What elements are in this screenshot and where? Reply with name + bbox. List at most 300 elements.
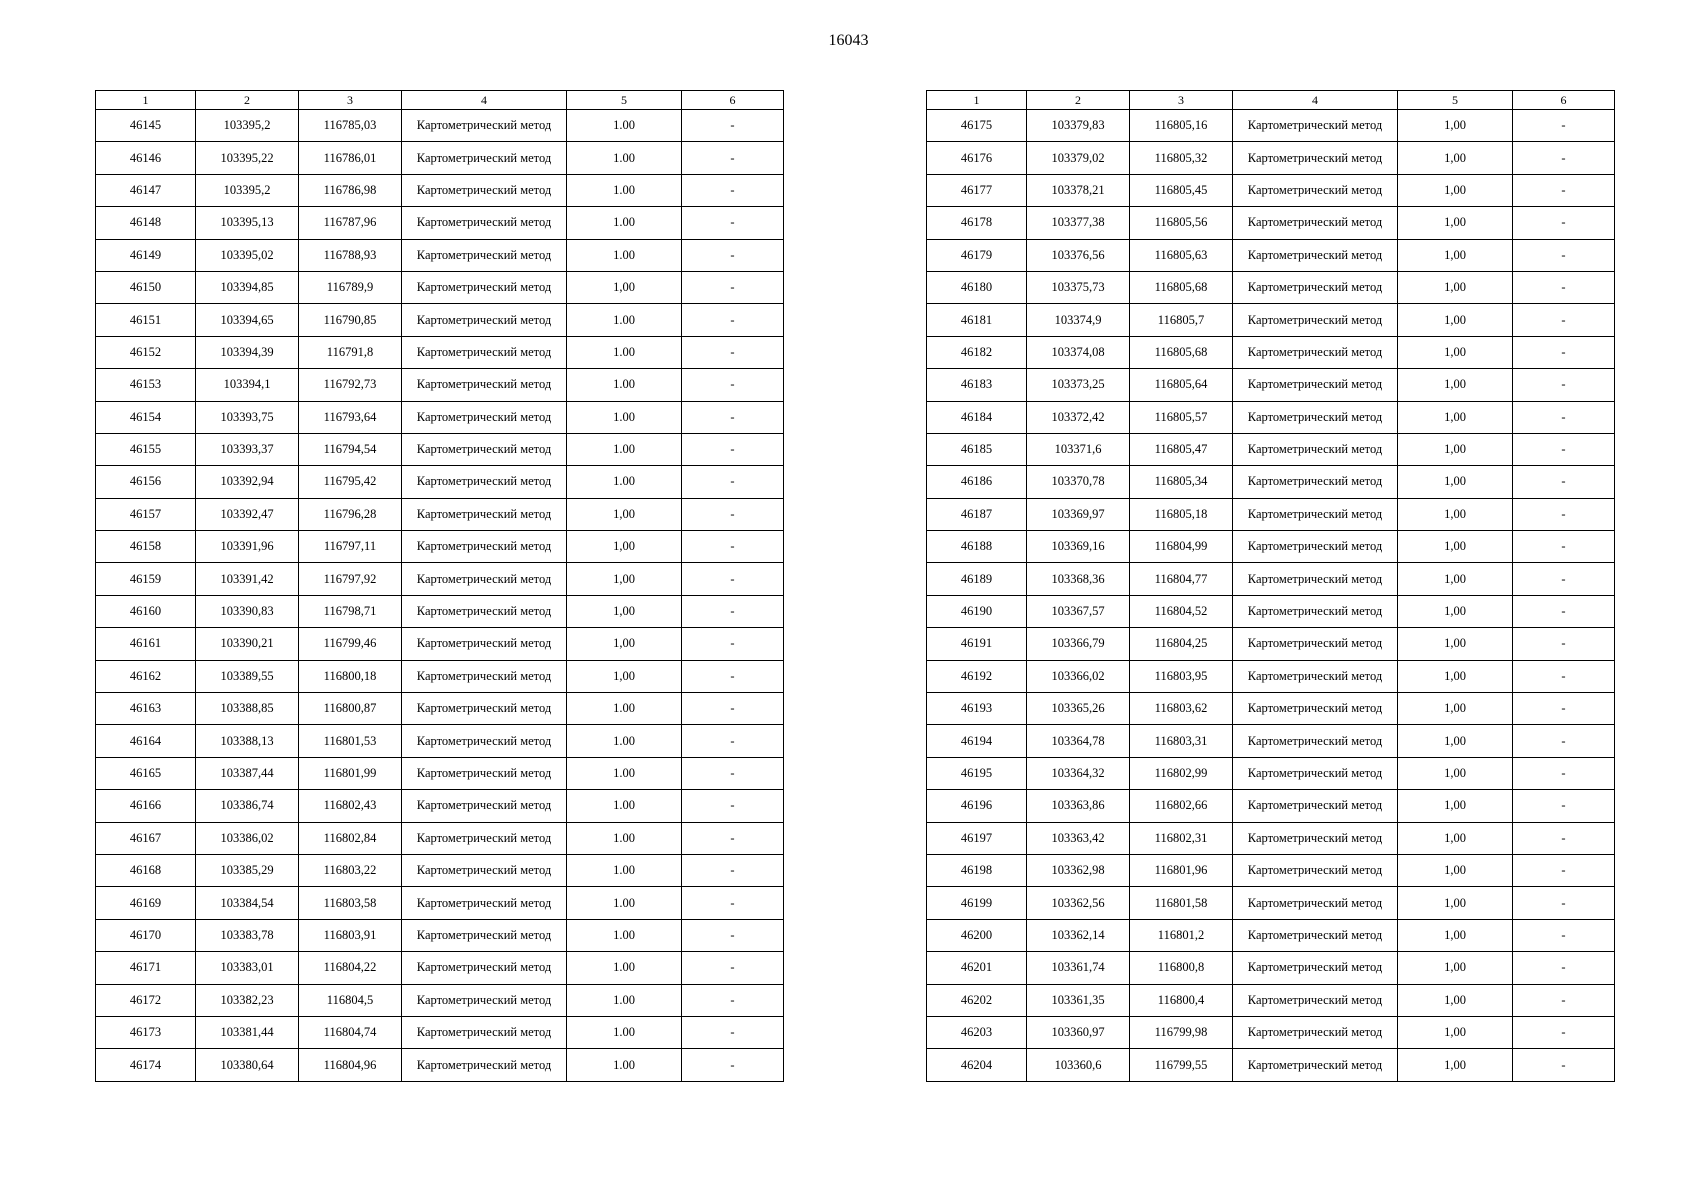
table-row xyxy=(96,854,784,886)
point-number-cell: 46200 xyxy=(927,919,1027,951)
table-row xyxy=(96,466,784,498)
description-cell: - xyxy=(682,142,784,174)
accuracy-cell: 1,00 xyxy=(567,595,682,627)
accuracy-cell: 1,00 xyxy=(1398,239,1513,271)
accuracy-cell: 1.00 xyxy=(567,369,682,401)
table-row xyxy=(96,693,784,725)
description-cell: - xyxy=(1513,984,1615,1016)
point-number-cell: 46151 xyxy=(96,304,196,336)
x-coordinate-cell: 103388,13 xyxy=(196,725,299,757)
table-row xyxy=(927,336,1615,368)
description-cell: - xyxy=(682,660,784,692)
method-cell: Картометрический метод xyxy=(402,142,567,174)
description-cell: - xyxy=(682,304,784,336)
y-coordinate-cell: 116795,42 xyxy=(299,466,402,498)
y-coordinate-cell: 116805,7 xyxy=(1130,304,1233,336)
accuracy-cell: 1,00 xyxy=(1398,304,1513,336)
method-cell: Картометрический метод xyxy=(402,919,567,951)
x-coordinate-cell: 103395,02 xyxy=(196,239,299,271)
accuracy-cell: 1.00 xyxy=(567,854,682,886)
y-coordinate-cell: 116804,74 xyxy=(299,1016,402,1048)
point-number-cell: 46184 xyxy=(927,401,1027,433)
x-coordinate-cell: 103383,78 xyxy=(196,919,299,951)
point-number-cell: 46164 xyxy=(96,725,196,757)
point-number-cell: 46146 xyxy=(96,142,196,174)
point-number-cell: 46147 xyxy=(96,174,196,206)
accuracy-cell: 1,00 xyxy=(1398,595,1513,627)
accuracy-cell: 1.00 xyxy=(567,304,682,336)
description-cell: - xyxy=(1513,369,1615,401)
point-number-cell: 46168 xyxy=(96,854,196,886)
table-row xyxy=(927,725,1615,757)
description-cell: - xyxy=(1513,207,1615,239)
y-coordinate-cell: 116801,53 xyxy=(299,725,402,757)
table-row xyxy=(96,919,784,951)
table-row xyxy=(96,790,784,822)
x-coordinate-cell: 103370,78 xyxy=(1027,466,1130,498)
accuracy-cell: 1,00 xyxy=(1398,531,1513,563)
y-coordinate-cell: 116793,64 xyxy=(299,401,402,433)
method-cell: Картометрический метод xyxy=(1233,239,1398,271)
accuracy-cell: 1,00 xyxy=(1398,1016,1513,1048)
y-coordinate-cell: 116805,68 xyxy=(1130,271,1233,303)
y-coordinate-cell: 116800,4 xyxy=(1130,984,1233,1016)
point-number-cell: 46195 xyxy=(927,757,1027,789)
y-coordinate-cell: 116797,11 xyxy=(299,531,402,563)
table-row xyxy=(927,790,1615,822)
x-coordinate-cell: 103374,9 xyxy=(1027,304,1130,336)
accuracy-cell: 1,00 xyxy=(1398,628,1513,660)
column-header: 4 xyxy=(1233,91,1398,110)
y-coordinate-cell: 116802,99 xyxy=(1130,757,1233,789)
table-row xyxy=(927,628,1615,660)
y-coordinate-cell: 116792,73 xyxy=(299,369,402,401)
y-coordinate-cell: 116805,64 xyxy=(1130,369,1233,401)
accuracy-cell: 1.00 xyxy=(567,725,682,757)
description-cell: - xyxy=(1513,466,1615,498)
y-coordinate-cell: 116803,62 xyxy=(1130,693,1233,725)
accuracy-cell: 1.00 xyxy=(567,174,682,206)
description-cell: - xyxy=(682,1016,784,1048)
table-row xyxy=(96,304,784,336)
method-cell: Картометрический метод xyxy=(402,790,567,822)
description-cell: - xyxy=(682,498,784,530)
table-row xyxy=(96,725,784,757)
description-cell: - xyxy=(1513,693,1615,725)
method-cell: Картометрический метод xyxy=(402,336,567,368)
point-number-cell: 46171 xyxy=(96,952,196,984)
method-cell: Картометрический метод xyxy=(402,628,567,660)
x-coordinate-cell: 103386,02 xyxy=(196,822,299,854)
method-cell: Картометрический метод xyxy=(402,595,567,627)
y-coordinate-cell: 116804,96 xyxy=(299,1049,402,1081)
x-coordinate-cell: 103369,97 xyxy=(1027,498,1130,530)
column-header: 3 xyxy=(1130,91,1233,110)
method-cell: Картометрический метод xyxy=(402,984,567,1016)
accuracy-cell: 1.00 xyxy=(567,142,682,174)
description-cell: - xyxy=(1513,498,1615,530)
method-cell: Картометрический метод xyxy=(402,239,567,271)
x-coordinate-cell: 103390,21 xyxy=(196,628,299,660)
point-number-cell: 46182 xyxy=(927,336,1027,368)
description-cell: - xyxy=(1513,757,1615,789)
y-coordinate-cell: 116805,16 xyxy=(1130,110,1233,142)
description-cell: - xyxy=(1513,142,1615,174)
accuracy-cell: 1,00 xyxy=(1398,433,1513,465)
x-coordinate-cell: 103374,08 xyxy=(1027,336,1130,368)
coordinates-table-left xyxy=(95,90,784,1082)
x-coordinate-cell: 103363,42 xyxy=(1027,822,1130,854)
accuracy-cell: 1,00 xyxy=(567,628,682,660)
description-cell: - xyxy=(682,271,784,303)
y-coordinate-cell: 116805,32 xyxy=(1130,142,1233,174)
method-cell: Картометрический метод xyxy=(1233,628,1398,660)
x-coordinate-cell: 103372,42 xyxy=(1027,401,1130,433)
table-row xyxy=(96,401,784,433)
table-row xyxy=(96,110,784,142)
point-number-cell: 46181 xyxy=(927,304,1027,336)
description-cell: - xyxy=(682,466,784,498)
y-coordinate-cell: 116786,98 xyxy=(299,174,402,206)
description-cell: - xyxy=(1513,174,1615,206)
accuracy-cell: 1,00 xyxy=(1398,887,1513,919)
accuracy-cell: 1,00 xyxy=(1398,854,1513,886)
description-cell: - xyxy=(1513,1016,1615,1048)
table-row xyxy=(96,433,784,465)
y-coordinate-cell: 116803,31 xyxy=(1130,725,1233,757)
accuracy-cell: 1.00 xyxy=(567,984,682,1016)
coordinates-table-right xyxy=(926,90,1615,1082)
x-coordinate-cell: 103388,85 xyxy=(196,693,299,725)
accuracy-cell: 1,00 xyxy=(1398,757,1513,789)
method-cell: Картометрический метод xyxy=(1233,1016,1398,1048)
method-cell: Картометрический метод xyxy=(402,369,567,401)
method-cell: Картометрический метод xyxy=(1233,207,1398,239)
accuracy-cell: 1,00 xyxy=(1398,984,1513,1016)
column-header: 1 xyxy=(96,91,196,110)
column-header: 2 xyxy=(196,91,299,110)
x-coordinate-cell: 103384,54 xyxy=(196,887,299,919)
accuracy-cell: 1.00 xyxy=(567,1049,682,1081)
y-coordinate-cell: 116798,71 xyxy=(299,595,402,627)
point-number-cell: 46188 xyxy=(927,531,1027,563)
point-number-cell: 46179 xyxy=(927,239,1027,271)
point-number-cell: 46176 xyxy=(927,142,1027,174)
y-coordinate-cell: 116805,47 xyxy=(1130,433,1233,465)
y-coordinate-cell: 116800,18 xyxy=(299,660,402,692)
table-row xyxy=(927,984,1615,1016)
x-coordinate-cell: 103386,74 xyxy=(196,790,299,822)
y-coordinate-cell: 116803,91 xyxy=(299,919,402,951)
description-cell: - xyxy=(1513,952,1615,984)
y-coordinate-cell: 116788,93 xyxy=(299,239,402,271)
point-number-cell: 46202 xyxy=(927,984,1027,1016)
accuracy-cell: 1,00 xyxy=(567,498,682,530)
method-cell: Картометрический метод xyxy=(402,854,567,886)
column-header: 4 xyxy=(402,91,567,110)
point-number-cell: 46165 xyxy=(96,757,196,789)
accuracy-cell: 1.00 xyxy=(567,239,682,271)
accuracy-cell: 1,00 xyxy=(567,563,682,595)
table-row xyxy=(927,1016,1615,1048)
accuracy-cell: 1,00 xyxy=(1398,498,1513,530)
point-number-cell: 46161 xyxy=(96,628,196,660)
method-cell: Картометрический метод xyxy=(1233,433,1398,465)
column-header: 5 xyxy=(567,91,682,110)
table-row xyxy=(927,207,1615,239)
x-coordinate-cell: 103381,44 xyxy=(196,1016,299,1048)
method-cell: Картометрический метод xyxy=(1233,142,1398,174)
x-coordinate-cell: 103392,47 xyxy=(196,498,299,530)
table-row xyxy=(96,952,784,984)
x-coordinate-cell: 103362,56 xyxy=(1027,887,1130,919)
table-row xyxy=(927,563,1615,595)
x-coordinate-cell: 103369,16 xyxy=(1027,531,1130,563)
point-number-cell: 46177 xyxy=(927,174,1027,206)
table-row xyxy=(927,142,1615,174)
table-row xyxy=(96,1049,784,1081)
accuracy-cell: 1,00 xyxy=(1398,693,1513,725)
accuracy-cell: 1,00 xyxy=(1398,563,1513,595)
table-row xyxy=(96,660,784,692)
method-cell: Картометрический метод xyxy=(1233,952,1398,984)
y-coordinate-cell: 116804,52 xyxy=(1130,595,1233,627)
table-row xyxy=(927,531,1615,563)
accuracy-cell: 1,00 xyxy=(1398,822,1513,854)
x-coordinate-cell: 103380,64 xyxy=(196,1049,299,1081)
x-coordinate-cell: 103377,38 xyxy=(1027,207,1130,239)
accuracy-cell: 1.00 xyxy=(567,887,682,919)
accuracy-cell: 1,00 xyxy=(1398,110,1513,142)
point-number-cell: 46172 xyxy=(96,984,196,1016)
description-cell: - xyxy=(682,401,784,433)
method-cell: Картометрический метод xyxy=(1233,725,1398,757)
x-coordinate-cell: 103392,94 xyxy=(196,466,299,498)
point-number-cell: 46189 xyxy=(927,563,1027,595)
description-cell: - xyxy=(682,336,784,368)
table-row xyxy=(96,336,784,368)
x-coordinate-cell: 103393,75 xyxy=(196,401,299,433)
x-coordinate-cell: 103382,23 xyxy=(196,984,299,1016)
y-coordinate-cell: 116803,22 xyxy=(299,854,402,886)
method-cell: Картометрический метод xyxy=(402,887,567,919)
table-row xyxy=(927,401,1615,433)
method-cell: Картометрический метод xyxy=(402,952,567,984)
column-header: 5 xyxy=(1398,91,1513,110)
table-row xyxy=(927,854,1615,886)
method-cell: Картометрический метод xyxy=(1233,563,1398,595)
column-header: 2 xyxy=(1027,91,1130,110)
table-row xyxy=(96,595,784,627)
y-coordinate-cell: 116799,55 xyxy=(1130,1049,1233,1081)
x-coordinate-cell: 103391,42 xyxy=(196,563,299,595)
y-coordinate-cell: 116797,92 xyxy=(299,563,402,595)
table-row xyxy=(927,822,1615,854)
method-cell: Картометрический метод xyxy=(402,757,567,789)
table-row xyxy=(927,595,1615,627)
method-cell: Картометрический метод xyxy=(1233,887,1398,919)
x-coordinate-cell: 103378,21 xyxy=(1027,174,1130,206)
point-number-cell: 46156 xyxy=(96,466,196,498)
description-cell: - xyxy=(682,433,784,465)
accuracy-cell: 1,00 xyxy=(1398,369,1513,401)
y-coordinate-cell: 116805,63 xyxy=(1130,239,1233,271)
description-cell: - xyxy=(682,757,784,789)
accuracy-cell: 1,00 xyxy=(1398,919,1513,951)
table-header-row xyxy=(96,91,784,110)
point-number-cell: 46196 xyxy=(927,790,1027,822)
y-coordinate-cell: 116804,25 xyxy=(1130,628,1233,660)
table-row xyxy=(927,693,1615,725)
table-row xyxy=(927,271,1615,303)
method-cell: Картометрический метод xyxy=(402,271,567,303)
y-coordinate-cell: 116805,18 xyxy=(1130,498,1233,530)
point-number-cell: 46203 xyxy=(927,1016,1027,1048)
point-number-cell: 46185 xyxy=(927,433,1027,465)
point-number-cell: 46163 xyxy=(96,693,196,725)
point-number-cell: 46187 xyxy=(927,498,1027,530)
accuracy-cell: 1.00 xyxy=(567,757,682,789)
accuracy-cell: 1.00 xyxy=(567,919,682,951)
description-cell: - xyxy=(682,952,784,984)
x-coordinate-cell: 103395,2 xyxy=(196,110,299,142)
description-cell: - xyxy=(1513,401,1615,433)
x-coordinate-cell: 103375,73 xyxy=(1027,271,1130,303)
point-number-cell: 46192 xyxy=(927,660,1027,692)
description-cell: - xyxy=(1513,563,1615,595)
description-cell: - xyxy=(682,725,784,757)
method-cell: Картометрический метод xyxy=(1233,660,1398,692)
description-cell: - xyxy=(1513,1049,1615,1081)
accuracy-cell: 1,00 xyxy=(1398,401,1513,433)
y-coordinate-cell: 116803,95 xyxy=(1130,660,1233,692)
accuracy-cell: 1,00 xyxy=(1398,790,1513,822)
description-cell: - xyxy=(1513,854,1615,886)
point-number-cell: 46169 xyxy=(96,887,196,919)
accuracy-cell: 1,00 xyxy=(1398,207,1513,239)
column-header: 6 xyxy=(682,91,784,110)
accuracy-cell: 1.00 xyxy=(567,693,682,725)
y-coordinate-cell: 116785,03 xyxy=(299,110,402,142)
x-coordinate-cell: 103360,97 xyxy=(1027,1016,1130,1048)
x-coordinate-cell: 103395,13 xyxy=(196,207,299,239)
method-cell: Картометрический метод xyxy=(1233,790,1398,822)
y-coordinate-cell: 116804,77 xyxy=(1130,563,1233,595)
accuracy-cell: 1.00 xyxy=(567,1016,682,1048)
description-cell: - xyxy=(682,1049,784,1081)
method-cell: Картометрический метод xyxy=(402,1049,567,1081)
table-row xyxy=(927,919,1615,951)
point-number-cell: 46150 xyxy=(96,271,196,303)
point-number-cell: 46197 xyxy=(927,822,1027,854)
point-number-cell: 46167 xyxy=(96,822,196,854)
x-coordinate-cell: 103383,01 xyxy=(196,952,299,984)
description-cell: - xyxy=(682,595,784,627)
x-coordinate-cell: 103394,39 xyxy=(196,336,299,368)
description-cell: - xyxy=(682,984,784,1016)
y-coordinate-cell: 116805,34 xyxy=(1130,466,1233,498)
table-row xyxy=(927,498,1615,530)
description-cell: - xyxy=(682,110,784,142)
column-header: 3 xyxy=(299,91,402,110)
method-cell: Картометрический метод xyxy=(402,466,567,498)
table-row xyxy=(96,887,784,919)
description-cell: - xyxy=(682,239,784,271)
y-coordinate-cell: 116799,98 xyxy=(1130,1016,1233,1048)
table-row xyxy=(96,984,784,1016)
method-cell: Картометрический метод xyxy=(402,1016,567,1048)
method-cell: Картометрический метод xyxy=(1233,110,1398,142)
accuracy-cell: 1,00 xyxy=(1398,660,1513,692)
x-coordinate-cell: 103394,65 xyxy=(196,304,299,336)
table-row xyxy=(96,563,784,595)
point-number-cell: 46154 xyxy=(96,401,196,433)
accuracy-cell: 1,00 xyxy=(567,660,682,692)
page-number: 16043 xyxy=(828,32,869,49)
method-cell: Картометрический метод xyxy=(1233,498,1398,530)
description-cell: - xyxy=(1513,595,1615,627)
x-coordinate-cell: 103373,25 xyxy=(1027,369,1130,401)
description-cell: - xyxy=(682,174,784,206)
table-row xyxy=(927,1049,1615,1081)
point-number-cell: 46174 xyxy=(96,1049,196,1081)
description-cell: - xyxy=(682,531,784,563)
x-coordinate-cell: 103379,02 xyxy=(1027,142,1130,174)
y-coordinate-cell: 116801,2 xyxy=(1130,919,1233,951)
x-coordinate-cell: 103387,44 xyxy=(196,757,299,789)
y-coordinate-cell: 116801,58 xyxy=(1130,887,1233,919)
description-cell: - xyxy=(1513,336,1615,368)
x-coordinate-cell: 103394,85 xyxy=(196,271,299,303)
x-coordinate-cell: 103394,1 xyxy=(196,369,299,401)
y-coordinate-cell: 116804,99 xyxy=(1130,531,1233,563)
method-cell: Картометрический метод xyxy=(1233,336,1398,368)
accuracy-cell: 1.00 xyxy=(567,466,682,498)
y-coordinate-cell: 116803,58 xyxy=(299,887,402,919)
x-coordinate-cell: 103390,83 xyxy=(196,595,299,627)
method-cell: Картометрический метод xyxy=(402,531,567,563)
table-row xyxy=(927,952,1615,984)
method-cell: Картометрический метод xyxy=(1233,271,1398,303)
accuracy-cell: 1,00 xyxy=(1398,1049,1513,1081)
y-coordinate-cell: 116799,46 xyxy=(299,628,402,660)
accuracy-cell: 1.00 xyxy=(567,207,682,239)
table-row xyxy=(96,207,784,239)
x-coordinate-cell: 103364,78 xyxy=(1027,725,1130,757)
point-number-cell: 46160 xyxy=(96,595,196,627)
accuracy-cell: 1.00 xyxy=(567,822,682,854)
x-coordinate-cell: 103385,29 xyxy=(196,854,299,886)
accuracy-cell: 1,00 xyxy=(1398,725,1513,757)
accuracy-cell: 1.00 xyxy=(567,401,682,433)
y-coordinate-cell: 116802,31 xyxy=(1130,822,1233,854)
x-coordinate-cell: 103379,83 xyxy=(1027,110,1130,142)
point-number-cell: 46199 xyxy=(927,887,1027,919)
description-cell: - xyxy=(1513,725,1615,757)
description-cell: - xyxy=(682,693,784,725)
y-coordinate-cell: 116805,56 xyxy=(1130,207,1233,239)
point-number-cell: 46157 xyxy=(96,498,196,530)
description-cell: - xyxy=(682,628,784,660)
y-coordinate-cell: 116790,85 xyxy=(299,304,402,336)
table-row xyxy=(96,628,784,660)
y-coordinate-cell: 116802,84 xyxy=(299,822,402,854)
point-number-cell: 46183 xyxy=(927,369,1027,401)
point-number-cell: 46190 xyxy=(927,595,1027,627)
method-cell: Картометрический метод xyxy=(402,563,567,595)
table-row xyxy=(927,369,1615,401)
description-cell: - xyxy=(1513,239,1615,271)
